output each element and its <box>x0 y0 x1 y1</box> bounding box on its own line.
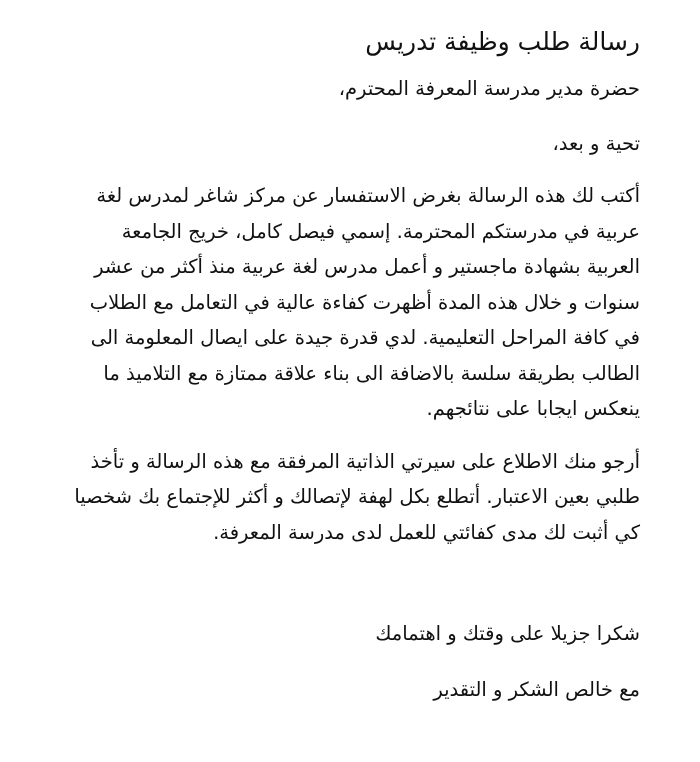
salutation: حضرة مدير مدرسة المعرفة المحترم، <box>338 77 640 100</box>
closing-line: مع خالص الشكر و التقدير <box>433 677 640 701</box>
thanks-line: شكرا جزيلا على وقتك و اهتمامك <box>375 622 640 645</box>
body-paragraph-2: أرجو منك الاطلاع على سيرتي الذاتية المرفقة مع هذه الرسالة و تأخذ طلبي بعين الاعتبار. أتطلع بكل لهفة لإتصالك و أكثر للإجتماع بك شخصيا كي أثبت لك مدى كفائتي للعمل لدى مدرسة المعرفة. <box>74 449 640 544</box>
greeting: تحية و بعد، <box>552 131 640 155</box>
body-paragraph-1: أكتب لك هذه الرسالة بغرض الاستفسار عن مركز شاغر لمدرس لغة عربية في مدرستكم المحترمة. إسمي فيصل كامل، خريج الجامعة العربية بشهادة ماجستير و أعمل مدرس لغة عربية منذ أكثر من عشر سنوات و خلال هذه المدة أظهرت كفاءة عالية في التعامل مع الطلاب في كافة المراحل التعليمية. لدي قدرة جيدة على ايصال المعلومة الى الطالب بطريقة سلسة بالاضافة الى بناء علاقة ممتازة مع التلاميذ ما ينعكس ايجابا على نتائجهم. <box>89 184 640 420</box>
letter-title: رسالة طلب وظيفة تدريس <box>365 27 640 56</box>
